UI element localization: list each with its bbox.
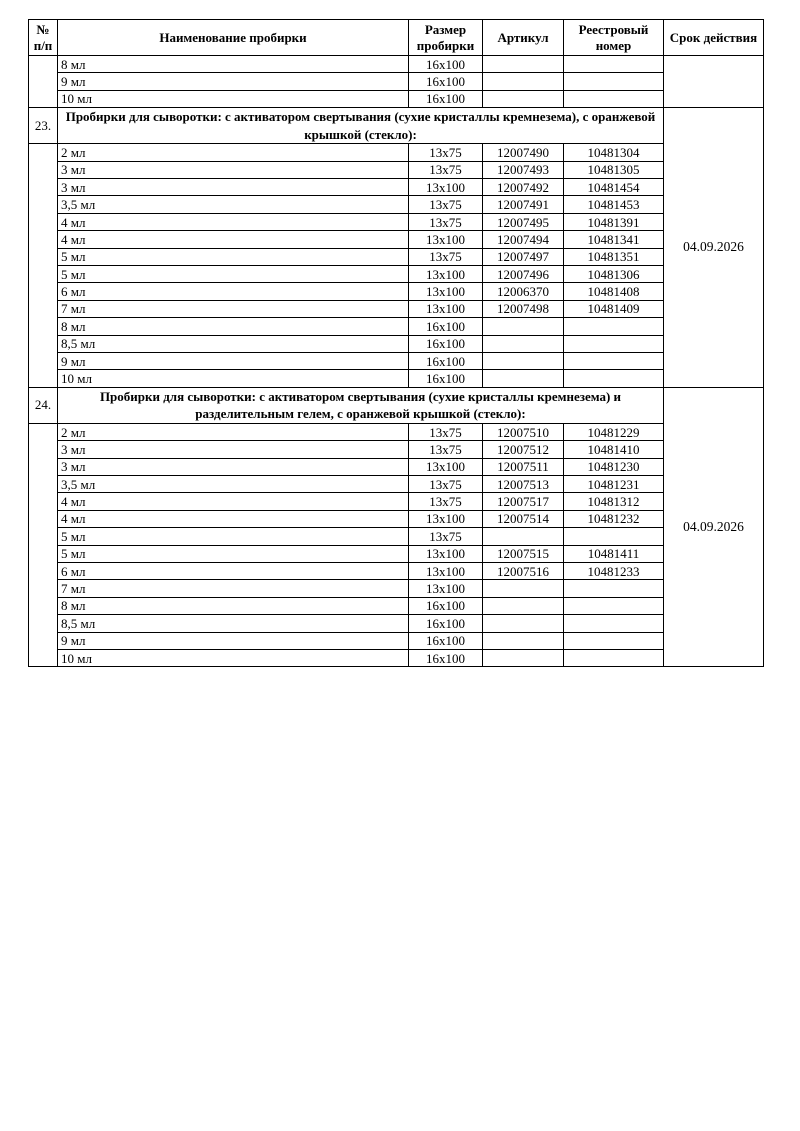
item-article-cell: 12007517 — [483, 493, 564, 510]
item-article-cell: 12007515 — [483, 545, 564, 562]
table-body — [29, 56, 764, 667]
item-registry-cell: 10481408 — [564, 283, 664, 300]
item-size-cell: 13x100 — [409, 179, 483, 196]
item-size-cell: 16x100 — [409, 649, 483, 666]
item-article-cell — [483, 632, 564, 649]
item-registry-cell — [564, 528, 664, 545]
item-size-cell: 16x100 — [409, 318, 483, 335]
table-row — [29, 615, 764, 632]
item-size-cell: 13x100 — [409, 580, 483, 597]
item-registry-cell: 10481304 — [564, 144, 664, 161]
item-size-cell: 13x75 — [409, 493, 483, 510]
item-registry-cell — [564, 615, 664, 632]
item-size-cell: 13x100 — [409, 283, 483, 300]
table-row — [29, 597, 764, 614]
item-article-cell: 12007495 — [483, 213, 564, 230]
item-article-cell — [483, 352, 564, 369]
item-article-cell: 12007493 — [483, 161, 564, 178]
item-registry-cell: 10481454 — [564, 179, 664, 196]
item-size-cell: 13x75 — [409, 441, 483, 458]
item-registry-cell: 10481230 — [564, 458, 664, 475]
item-name-cell: 6 мл — [58, 283, 409, 300]
item-registry-cell: 10481410 — [564, 441, 664, 458]
item-name-cell: 10 мл — [58, 90, 409, 107]
item-size-cell: 13x100 — [409, 562, 483, 579]
item-article-cell — [483, 597, 564, 614]
item-registry-cell — [564, 335, 664, 352]
column-header-article: Артикул — [483, 20, 564, 56]
item-article-cell: 12007496 — [483, 266, 564, 283]
item-registry-cell: 10481306 — [564, 266, 664, 283]
item-name-cell: 8 мл — [58, 597, 409, 614]
item-name-cell: 7 мл — [58, 300, 409, 317]
table-row — [29, 545, 764, 562]
item-article-cell: 12007516 — [483, 562, 564, 579]
item-article-cell — [483, 73, 564, 90]
item-registry-cell: 10481231 — [564, 476, 664, 493]
item-registry-cell: 10481233 — [564, 562, 664, 579]
item-article-cell: 12007492 — [483, 179, 564, 196]
item-name-cell: 5 мл — [58, 248, 409, 265]
item-name-cell: 9 мл — [58, 632, 409, 649]
column-header-number: № п/п — [29, 20, 58, 56]
item-registry-cell: 10481305 — [564, 161, 664, 178]
table-row — [29, 283, 764, 300]
item-name-cell: 5 мл — [58, 528, 409, 545]
table-row — [29, 56, 764, 73]
table-row — [29, 352, 764, 369]
item-name-cell: 3 мл — [58, 161, 409, 178]
item-name-cell: 3 мл — [58, 441, 409, 458]
item-registry-cell: 10481411 — [564, 545, 664, 562]
item-name-cell: 6 мл — [58, 562, 409, 579]
item-registry-cell — [564, 580, 664, 597]
column-header-validity: Срок действия — [664, 20, 764, 56]
table-row — [29, 231, 764, 248]
table-row — [29, 318, 764, 335]
validity-cell: 04.09.2026 — [664, 387, 764, 667]
item-size-cell: 13x75 — [409, 423, 483, 440]
table-row — [29, 632, 764, 649]
item-name-cell: 4 мл — [58, 510, 409, 527]
item-size-cell: 13x75 — [409, 144, 483, 161]
section-title-row — [29, 387, 764, 423]
table-row — [29, 179, 764, 196]
item-size-cell: 13x100 — [409, 458, 483, 475]
item-name-cell: 4 мл — [58, 493, 409, 510]
item-name-cell: 5 мл — [58, 545, 409, 562]
item-name-cell: 10 мл — [58, 649, 409, 666]
item-name-cell: 10 мл — [58, 370, 409, 387]
table-row — [29, 423, 764, 440]
item-name-cell: 8 мл — [58, 56, 409, 73]
item-article-cell: 12007494 — [483, 231, 564, 248]
item-registry-cell — [564, 352, 664, 369]
item-size-cell: 13x100 — [409, 300, 483, 317]
item-article-cell — [483, 90, 564, 107]
item-article-cell: 12007491 — [483, 196, 564, 213]
item-registry-cell — [564, 649, 664, 666]
item-name-cell: 3 мл — [58, 179, 409, 196]
table-row — [29, 144, 764, 161]
item-article-cell — [483, 580, 564, 597]
item-name-cell: 9 мл — [58, 352, 409, 369]
item-name-cell: 4 мл — [58, 231, 409, 248]
table-row — [29, 580, 764, 597]
item-registry-cell: 10481391 — [564, 213, 664, 230]
item-name-cell: 3,5 мл — [58, 196, 409, 213]
item-name-cell: 8,5 мл — [58, 615, 409, 632]
table-row — [29, 161, 764, 178]
column-header-registry: Реестровый номер — [564, 20, 664, 56]
item-article-cell — [483, 318, 564, 335]
item-size-cell: 16x100 — [409, 56, 483, 73]
section-title-row — [29, 108, 764, 144]
item-name-cell: 5 мл — [58, 266, 409, 283]
table-row — [29, 370, 764, 387]
item-article-cell — [483, 528, 564, 545]
item-registry-cell: 10481453 — [564, 196, 664, 213]
item-article-cell: 12007512 — [483, 441, 564, 458]
item-registry-cell — [564, 370, 664, 387]
table-row — [29, 248, 764, 265]
table-row — [29, 335, 764, 352]
table-row — [29, 493, 764, 510]
table-row — [29, 441, 764, 458]
column-header-size: Размер пробирки — [409, 20, 483, 56]
item-size-cell: 16x100 — [409, 73, 483, 90]
item-size-cell: 13x100 — [409, 266, 483, 283]
item-name-cell: 2 мл — [58, 144, 409, 161]
table-row — [29, 562, 764, 579]
column-header-name: Наименование пробирки — [58, 20, 409, 56]
item-registry-cell: 10481351 — [564, 248, 664, 265]
item-registry-cell — [564, 90, 664, 107]
item-article-cell — [483, 649, 564, 666]
table-row — [29, 300, 764, 317]
item-registry-cell — [564, 632, 664, 649]
item-article-cell — [483, 335, 564, 352]
section-number-cell — [29, 144, 58, 387]
item-registry-cell — [564, 318, 664, 335]
section-number-cell: 23. — [29, 108, 58, 144]
item-article-cell — [483, 370, 564, 387]
item-size-cell: 13x75 — [409, 196, 483, 213]
item-name-cell: 9 мл — [58, 73, 409, 90]
item-size-cell: 16x100 — [409, 615, 483, 632]
item-name-cell: 3,5 мл — [58, 476, 409, 493]
item-registry-cell: 10481312 — [564, 493, 664, 510]
table-row — [29, 458, 764, 475]
table-row — [29, 266, 764, 283]
item-size-cell: 16x100 — [409, 597, 483, 614]
header-row — [29, 20, 764, 56]
item-registry-cell: 10481409 — [564, 300, 664, 317]
item-size-cell: 13x100 — [409, 510, 483, 527]
item-size-cell: 16x100 — [409, 352, 483, 369]
table-row — [29, 476, 764, 493]
item-name-cell: 4 мл — [58, 213, 409, 230]
item-article-cell — [483, 615, 564, 632]
item-size-cell: 16x100 — [409, 335, 483, 352]
item-name-cell: 3 мл — [58, 458, 409, 475]
item-article-cell: 12007497 — [483, 248, 564, 265]
item-article-cell — [483, 56, 564, 73]
item-name-cell: 7 мл — [58, 580, 409, 597]
tubes-registry-table — [28, 19, 764, 667]
item-registry-cell — [564, 73, 664, 90]
table-row — [29, 528, 764, 545]
section-number-cell — [29, 423, 58, 666]
item-name-cell: 2 мл — [58, 423, 409, 440]
item-article-cell: 12007511 — [483, 458, 564, 475]
table-row — [29, 90, 764, 107]
item-size-cell: 16x100 — [409, 370, 483, 387]
table-row — [29, 196, 764, 213]
item-size-cell: 16x100 — [409, 90, 483, 107]
item-size-cell: 16x100 — [409, 632, 483, 649]
item-article-cell: 12007498 — [483, 300, 564, 317]
validity-cell: 04.09.2026 — [664, 108, 764, 388]
item-article-cell: 12007514 — [483, 510, 564, 527]
item-registry-cell: 10481232 — [564, 510, 664, 527]
item-size-cell: 13x100 — [409, 545, 483, 562]
item-article-cell: 12007490 — [483, 144, 564, 161]
item-size-cell: 13x100 — [409, 231, 483, 248]
item-registry-cell: 10481341 — [564, 231, 664, 248]
section-number-cell: 24. — [29, 387, 58, 423]
item-registry-cell — [564, 56, 664, 73]
item-article-cell: 12006370 — [483, 283, 564, 300]
validity-cell — [664, 56, 764, 108]
table-row — [29, 213, 764, 230]
item-name-cell: 8,5 мл — [58, 335, 409, 352]
item-size-cell: 13x75 — [409, 476, 483, 493]
item-article-cell: 12007510 — [483, 423, 564, 440]
section-number-cell — [29, 56, 58, 108]
table-row — [29, 649, 764, 666]
item-size-cell: 13x75 — [409, 528, 483, 545]
item-size-cell: 13x75 — [409, 248, 483, 265]
item-size-cell: 13x75 — [409, 161, 483, 178]
item-registry-cell — [564, 597, 664, 614]
table-row — [29, 73, 764, 90]
table-row — [29, 510, 764, 527]
section-title-cell: Пробирки для сыворотки: с активатором свертывания (сухие кристаллы кремнезема), с оранжевой крышкой (стекло): — [58, 108, 664, 144]
section-title-cell: Пробирки для сыворотки: с активатором свертывания (сухие кристаллы кремнезема) и разделительным гелем, с оранжевой крышкой (стекло): — [58, 387, 664, 423]
item-article-cell: 12007513 — [483, 476, 564, 493]
item-registry-cell: 10481229 — [564, 423, 664, 440]
item-name-cell: 8 мл — [58, 318, 409, 335]
item-size-cell: 13x75 — [409, 213, 483, 230]
